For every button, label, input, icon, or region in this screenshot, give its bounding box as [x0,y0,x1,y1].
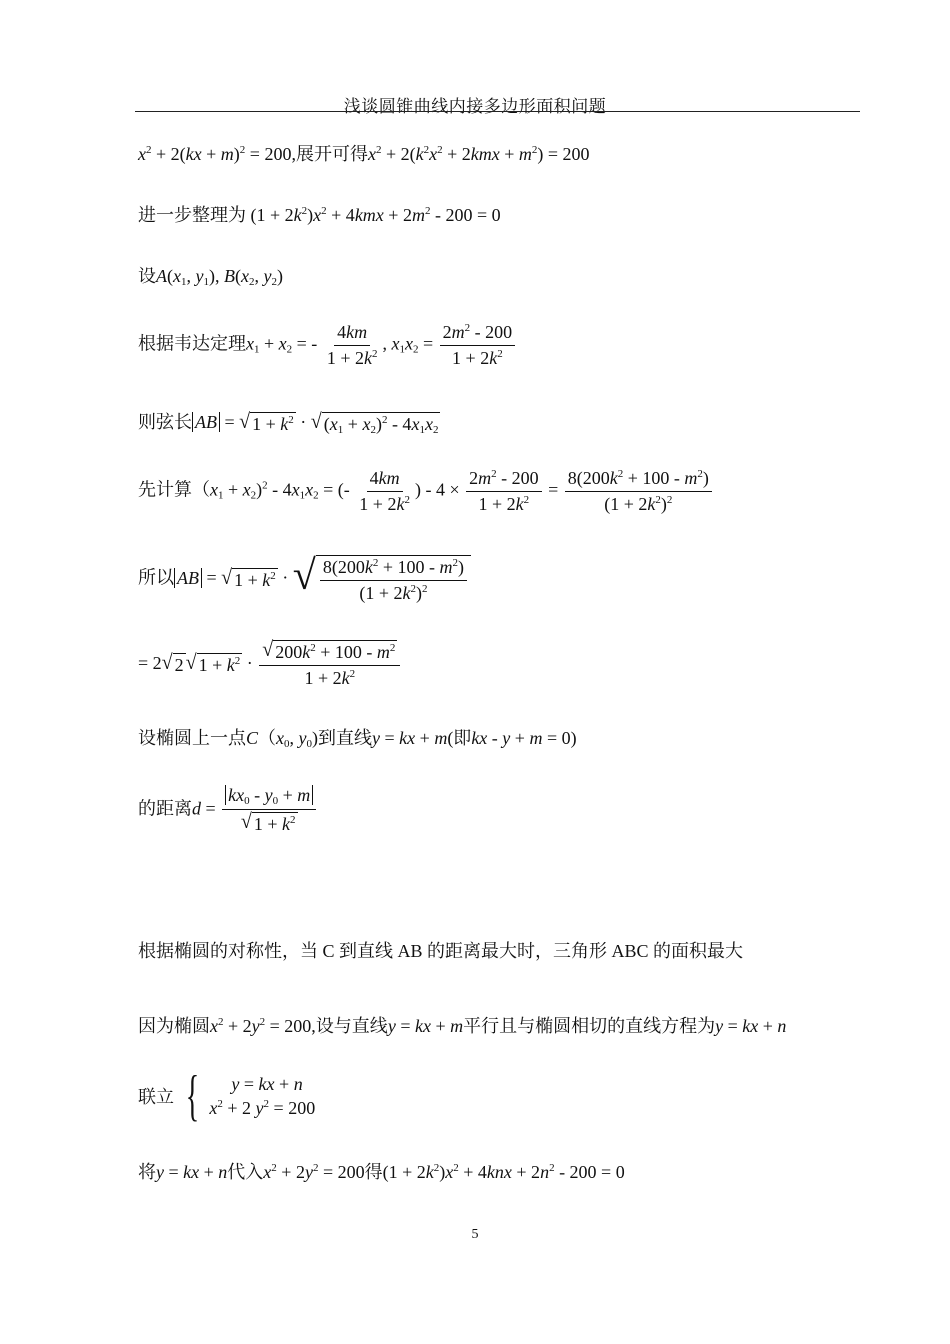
label-compute: 先计算（ [138,479,210,500]
equation-therefore: 所以 AB = √ $1 + k^2$ · √ $\frac{8(200k^2 + 100 - m^2)}{(1 + 2k^2)^2}$ [138,555,471,604]
equation-tangent: 因为椭圆$x^2 + 2y^2 = 200$,设与直线y = kx + m平行且与椭圆相切的直线方程为y = kx + n [138,1016,787,1036]
label-point-c: 设椭圆上一点 [138,728,246,748]
label-to-line: 到直线 [318,728,373,748]
page-header-title: 浅谈圆锥曲线内接多边形面积问题 [343,97,607,116]
equation-expand: $x^2 + 2(kx + m)^2 = 200$,展开可得$x^2 + 2(k^2x^2 + 2kmx + m^2) = 200$ [138,144,590,164]
label-into: 代入 [227,1162,264,1182]
equation-system: 联立 { y = kx + n $x^2 + 2$ $y^2 = 200$ [138,1065,316,1127]
header-rule [135,111,860,112]
equation-vieta: 根据韦达定理$x_1 + x_2$ = - $\frac{4km}{1 + 2k^2}$ , $x_1x_2$ = $\frac{2m^2 - 200}{1 + 2k^2}$ [138,322,517,369]
label-ji: (即 [447,728,472,748]
label-vieta: 根据韦达定理 [138,333,246,354]
label-system: 联立 [138,1087,174,1107]
equation-substitute: 将y = kx + n代入$x^2 + 2y^2 = 200$得$(1 + 2k^2)x^2 + 4knx + 2n^2 - 200 = 0$ [138,1162,625,1182]
label-simplify: 进一步整理为 [138,205,246,225]
equation-points: 设$A(x_1$, $y_1$), $B(x_2$, $y_2$) [138,266,283,288]
text-symmetry: 根据椭圆的对称性，当 C 到直线 AB 的距离最大时，三角形 ABC 的面积最大 [138,941,744,961]
label-tangent: 平行且与椭圆相切的直线方程为 [463,1016,716,1036]
equation-compute: 先计算$(x_1 + x_2)^2 - 4x_1x_2$ = (- $\frac{4km}{1 + 2k^2}$ ) - 4 × $\frac{2m^2 - 200}{1 + 2k^2}$ = $\frac{8(200k^2 + 100 - m^2)}{(1 + 2k^2)^2}$ [138,468,714,515]
label-expand: 展开可得 [295,144,368,164]
page-number: 5 [471,1227,479,1242]
equation-point-c: 设椭圆上一点$C(x_0$, $y_0$)到直线y = kx + m(即kx - y + m = 0) [138,728,577,750]
equation-distance: 的距离d = $kx_0 - y_0 + m$ √ $1 + k^2$ [138,785,318,835]
label-substitute: 将 [138,1162,156,1182]
label-therefore: 所以 [138,567,174,588]
label-parallel: 设与直线 [315,1016,388,1036]
label-chord: 则弦长 [138,412,192,432]
equation-simplify: 进一步整理为 $(1 + 2k^2)x^2 + 4kmx + 2m^2 - 200 = 0$ [138,205,501,225]
label-because: 因为椭圆 [138,1016,210,1036]
label-set: 设 [138,266,156,286]
equation-chord: 则弦长 AB = √ $1 + k^2$ · √ $(x_1 + x_2)^2 - 4x_1x_2$ [138,410,439,436]
label-distance: 的距离 [138,798,192,819]
label-get: 得 [364,1162,383,1182]
equation-simplified-ab: = 2 √ 2 √ $1 + k^2$ · √ $200k^2 + 100 - m^2$ $1 + 2k^2$ [138,640,402,689]
left-brace: { [185,1065,199,1127]
